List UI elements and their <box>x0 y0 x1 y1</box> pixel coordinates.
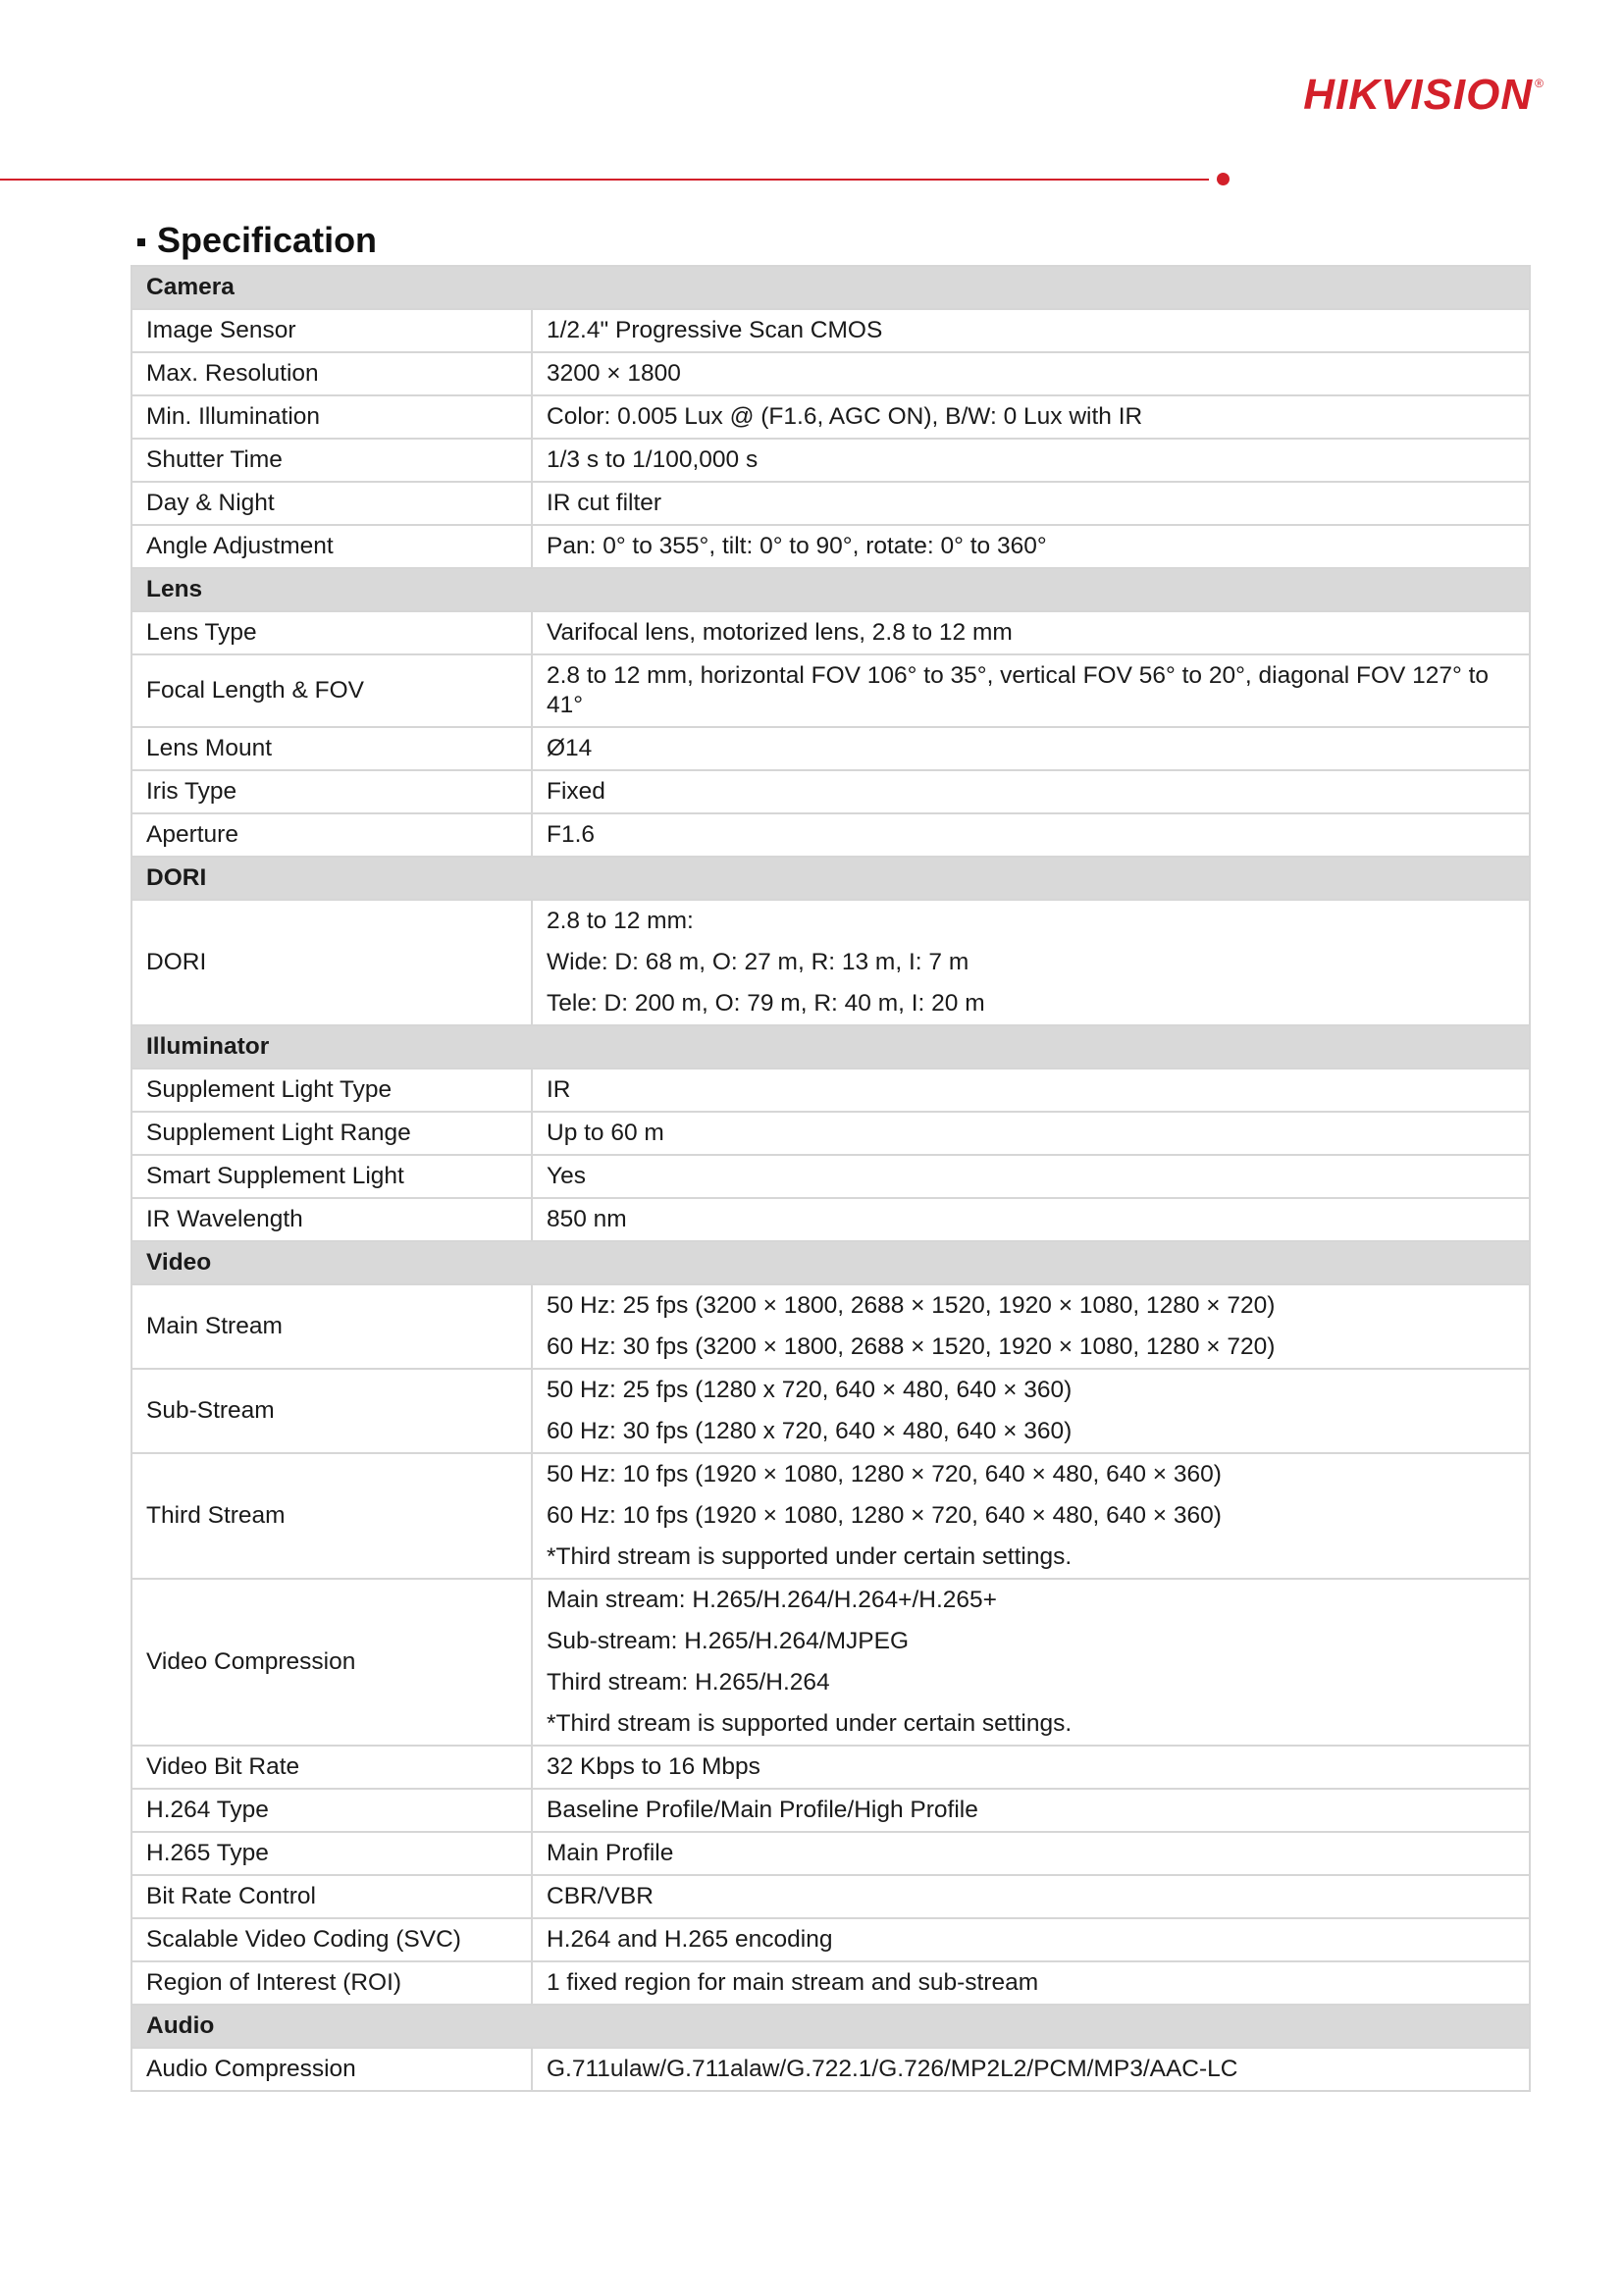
spec-row <box>131 770 1530 813</box>
spec-label: Aperture <box>131 813 532 857</box>
spec-row <box>131 482 1530 525</box>
spec-value-line: 60 Hz: 30 fps (1280 x 720, 640 × 480, 640 × 360) <box>547 1418 1073 1444</box>
spec-category-row <box>131 1241 1530 1284</box>
spec-row <box>131 1284 1530 1369</box>
spec-value <box>532 1198 1530 1241</box>
section-title <box>137 220 377 261</box>
spec-label: Third Stream <box>131 1453 532 1579</box>
spec-row <box>131 1453 1530 1579</box>
spec-value-line: 60 Hz: 30 fps (3200 × 1800, 2688 × 1520, 1920 × 1080, 1280 × 720) <box>547 1333 1276 1360</box>
spec-value <box>532 770 1530 813</box>
spec-row <box>131 1875 1530 1918</box>
spec-category-row <box>131 1025 1530 1069</box>
spec-row <box>131 439 1530 482</box>
spec-label: Supplement Light Type <box>131 1069 532 1112</box>
spec-value-line: 50 Hz: 10 fps (1920 × 1080, 1280 × 720, 640 × 480, 640 × 360) <box>547 1461 1222 1487</box>
spec-value-line: 50 Hz: 25 fps (1280 x 720, 640 × 480, 640 × 360) <box>547 1377 1073 1403</box>
spec-value <box>532 1918 1530 1961</box>
spec-row <box>131 1832 1530 1875</box>
spec-label: Video Compression <box>131 1579 532 1746</box>
spec-category-row <box>131 857 1530 900</box>
spec-value-line: IR <box>547 1076 571 1103</box>
spec-value <box>532 813 1530 857</box>
spec-label: H.264 Type <box>131 1789 532 1832</box>
spec-row <box>131 1198 1530 1241</box>
spec-category-row <box>131 266 1530 309</box>
spec-table <box>131 265 1531 2092</box>
spec-row <box>131 1369 1530 1453</box>
spec-row <box>131 1789 1530 1832</box>
header-divider <box>0 179 1209 181</box>
spec-label: Supplement Light Range <box>131 1112 532 1155</box>
spec-value-line: 32 Kbps to 16 Mbps <box>547 1753 760 1780</box>
spec-value-line: 60 Hz: 10 fps (1920 × 1080, 1280 × 720, 640 × 480, 640 × 360) <box>547 1502 1222 1529</box>
spec-row <box>131 1961 1530 2005</box>
spec-value <box>532 395 1530 439</box>
spec-value <box>532 482 1530 525</box>
spec-label: DORI <box>131 900 532 1025</box>
spec-value-line: H.264 and H.265 encoding <box>547 1926 833 1953</box>
spec-label: Video Bit Rate <box>131 1746 532 1789</box>
spec-category-heading: Audio <box>131 2005 1530 2048</box>
spec-label: Sub-Stream <box>131 1369 532 1453</box>
spec-value <box>532 1284 1530 1369</box>
spec-value <box>532 1832 1530 1875</box>
section-title-text: Specification <box>157 220 378 260</box>
spec-value-line: Main stream: H.265/H.264/H.264+/H.265+ <box>547 1587 997 1613</box>
spec-category-heading: Illuminator <box>131 1025 1530 1069</box>
spec-value <box>532 525 1530 568</box>
spec-value <box>532 654 1530 727</box>
spec-value-line: F1.6 <box>547 821 596 848</box>
spec-label: Focal Length & FOV <box>131 654 532 727</box>
spec-value-line: *Third stream is supported under certain settings. <box>547 1543 1073 1570</box>
spec-row <box>131 1579 1530 1746</box>
spec-value-line: Third stream: H.265/H.264 <box>547 1669 830 1696</box>
spec-value-line: Color: 0.005 Lux @ (F1.6, AGC ON), B/W: 0 Lux with IR <box>547 403 1143 430</box>
spec-row <box>131 352 1530 395</box>
spec-label: Iris Type <box>131 770 532 813</box>
spec-value-line: Tele: D: 200 m, O: 79 m, R: 40 m, I: 20 m <box>547 990 985 1017</box>
spec-value-line: Fixed <box>547 778 605 805</box>
spec-category-heading: Video <box>131 1241 1530 1284</box>
spec-row <box>131 813 1530 857</box>
spec-value <box>532 1746 1530 1789</box>
spec-label: Shutter Time <box>131 439 532 482</box>
spec-category-row <box>131 568 1530 611</box>
spec-label: Scalable Video Coding (SVC) <box>131 1918 532 1961</box>
section-bullet-icon <box>137 238 145 246</box>
spec-label: Main Stream <box>131 1284 532 1369</box>
spec-value <box>532 439 1530 482</box>
spec-value <box>532 727 1530 770</box>
spec-value-line: *Third stream is supported under certain settings. <box>547 1710 1073 1737</box>
spec-label: Day & Night <box>131 482 532 525</box>
spec-category-heading: Camera <box>131 266 1530 309</box>
spec-value <box>532 2048 1530 2091</box>
spec-value <box>532 309 1530 352</box>
spec-label: Min. Illumination <box>131 395 532 439</box>
spec-value-line: Up to 60 m <box>547 1120 664 1146</box>
spec-value <box>532 1369 1530 1453</box>
spec-value-line: 1/3 s to 1/100,000 s <box>547 446 759 473</box>
spec-value-line: Varifocal lens, motorized lens, 2.8 to 12 mm <box>547 619 1013 646</box>
spec-row <box>131 309 1530 352</box>
spec-value <box>532 900 1530 1025</box>
spec-value-line: Pan: 0° to 355°, tilt: 0° to 90°, rotate: 0° to 360° <box>547 533 1047 559</box>
registered-mark: ® <box>1535 77 1544 90</box>
spec-value <box>532 1579 1530 1746</box>
spec-value <box>532 611 1530 654</box>
spec-row <box>131 2048 1530 2091</box>
spec-value <box>532 1789 1530 1832</box>
spec-row <box>131 1112 1530 1155</box>
spec-label: Smart Supplement Light <box>131 1155 532 1198</box>
spec-value-line: Yes <box>547 1163 586 1189</box>
spec-row <box>131 1918 1530 1961</box>
spec-value-line: 1/2.4" Progressive Scan CMOS <box>547 317 883 343</box>
spec-table-body <box>131 266 1530 2091</box>
spec-row <box>131 1069 1530 1112</box>
spec-value-line: CBR/VBR <box>547 1883 654 1909</box>
spec-value <box>532 1453 1530 1579</box>
spec-value-line: 3200 × 1800 <box>547 360 681 387</box>
brand-logo <box>1303 71 1544 120</box>
spec-label: IR Wavelength <box>131 1198 532 1241</box>
spec-label: Image Sensor <box>131 309 532 352</box>
spec-value <box>532 1875 1530 1918</box>
spec-label: H.265 Type <box>131 1832 532 1875</box>
spec-value-line: 50 Hz: 25 fps (3200 × 1800, 2688 × 1520, 1920 × 1080, 1280 × 720) <box>547 1292 1276 1319</box>
spec-value <box>532 352 1530 395</box>
spec-row <box>131 727 1530 770</box>
spec-value-line: Ø14 <box>547 735 593 761</box>
spec-value-line: Wide: D: 68 m, O: 27 m, R: 13 m, I: 7 m <box>547 949 969 975</box>
spec-value-line: Sub-stream: H.265/H.264/MJPEG <box>547 1628 910 1654</box>
spec-value-line: 2.8 to 12 mm, horizontal FOV 106° to 35°, vertical FOV 56° to 20°, diagonal FOV 127° to 41° <box>547 662 1490 718</box>
spec-label: Region of Interest (ROI) <box>131 1961 532 2005</box>
spec-value-line: 850 nm <box>547 1206 627 1232</box>
spec-value <box>532 1961 1530 2005</box>
spec-value <box>532 1155 1530 1198</box>
spec-label: Lens Type <box>131 611 532 654</box>
spec-row <box>131 611 1530 654</box>
spec-label: Bit Rate Control <box>131 1875 532 1918</box>
spec-row <box>131 525 1530 568</box>
spec-category-heading: DORI <box>131 857 1530 900</box>
spec-category-row <box>131 2005 1530 2048</box>
spec-category-heading: Lens <box>131 568 1530 611</box>
spec-row <box>131 900 1530 1025</box>
spec-label: Angle Adjustment <box>131 525 532 568</box>
spec-row <box>131 654 1530 727</box>
header-divider-dot <box>1217 173 1230 185</box>
spec-label: Lens Mount <box>131 727 532 770</box>
spec-label: Audio Compression <box>131 2048 532 2091</box>
spec-value-line: Baseline Profile/Main Profile/High Profile <box>547 1797 978 1823</box>
spec-value-line: 1 fixed region for main stream and sub-stream <box>547 1969 1039 1996</box>
spec-row <box>131 1746 1530 1789</box>
spec-value-line: 2.8 to 12 mm: <box>547 908 694 934</box>
spec-value <box>532 1069 1530 1112</box>
spec-row <box>131 395 1530 439</box>
spec-value-line: IR cut filter <box>547 490 662 516</box>
spec-value <box>532 1112 1530 1155</box>
spec-value-line: G.711ulaw/G.711alaw/G.722.1/G.726/MP2L2/PCM/MP3/AAC-LC <box>547 2056 1238 2082</box>
spec-row <box>131 1155 1530 1198</box>
spec-label: Max. Resolution <box>131 352 532 395</box>
spec-value-line: Main Profile <box>547 1840 674 1866</box>
brand-logo-text: HIKVISION <box>1303 71 1534 119</box>
